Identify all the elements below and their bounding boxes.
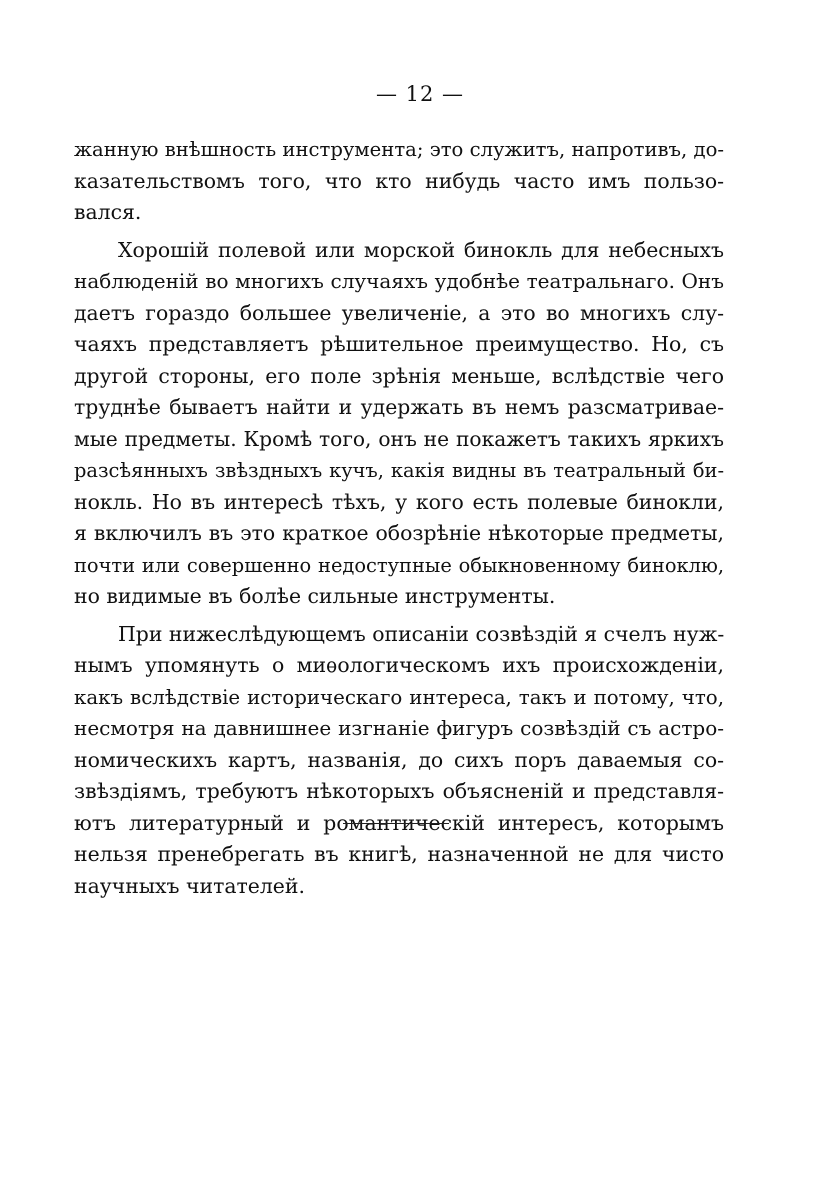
text-line: разсѣянныхъ звѣздныхъ кучъ, какія видны въ театральный би- [74, 459, 724, 482]
text-line: ютъ литературный и романтическій интересъ, которымъ [74, 810, 724, 835]
text-line: мые предметы. Кромѣ того, онъ не покажетъ такихъ яркихъ [74, 426, 724, 451]
paragraph [74, 619, 724, 903]
section-end-rule [343, 823, 449, 824]
text-line: нельзя пренебрегать въ книгѣ, назначенной не для чисто [74, 842, 724, 866]
page-number: — 12 — [375, 82, 465, 106]
paragraph [74, 134, 724, 229]
text-line: звѣздіямъ, требуютъ нѣкоторыхъ объясненій и представля- [74, 779, 724, 803]
text-line: номическихъ картъ, названія, до сихъ поръ даваемыя со- [74, 747, 724, 772]
text-line: чаяхъ представляетъ рѣшительное преимущество. Но, съ [74, 332, 724, 356]
text-line: несмотря на давнишнее изгнаніе фигуръ созвѣздій съ астро- [74, 716, 724, 740]
text-line: казательствомъ того, что кто нибудь часто имъ пользо- [74, 168, 724, 193]
text-line: При нижеслѣдующемъ описаніи созвѣздій я счелъ нуж- [118, 621, 724, 646]
text-line: труднѣе бываетъ найти и удержать въ немъ разсматривае- [74, 395, 724, 419]
text-line: наблюденій во многихъ случаяхъ удобнѣе театральнаго. Онъ [74, 269, 724, 293]
text-line: жанную внѣшность инструмента; это служитъ, напротивъ, до- [74, 138, 724, 161]
text-line: другой стороны, его поле зрѣнія меньше, вслѣдствіе чего [74, 363, 724, 388]
text-line: вался. [74, 200, 142, 224]
text-line: но видимые въ болѣе сильные инструменты. [74, 584, 556, 608]
text-line: я включилъ въ это краткое обозрѣніе нѣкоторые предметы, [74, 521, 724, 545]
text-line: какъ вслѣдствіе историческаго интереса, такъ и потому, что, [74, 685, 724, 709]
body-text [74, 134, 724, 902]
text-line: Хорошій полевой или морской бинокль для небесныхъ [118, 237, 724, 262]
text-line: даетъ гораздо большее увеличеніе, а это во многихъ слу- [74, 300, 724, 325]
text-line: нымъ упомянуть о миѳологическомъ ихъ происхожденіи, [74, 653, 724, 677]
text-line: почти или совершенно недоступные обыкновенному биноклю, [74, 553, 724, 577]
paragraph [74, 235, 724, 613]
text-line: нокль. Но въ интересѣ тѣхъ, у кого есть полевые бинокли, [74, 489, 724, 514]
text-line: научныхъ читателей. [74, 873, 305, 898]
